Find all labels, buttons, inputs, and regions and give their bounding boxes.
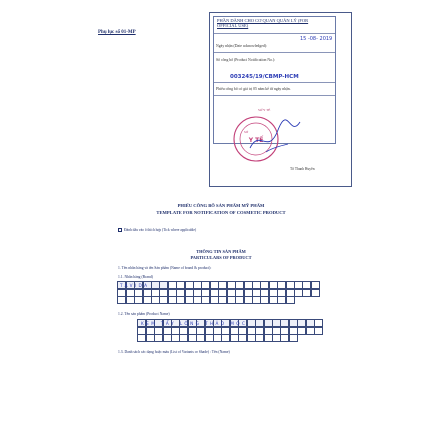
char-cell[interactable] <box>311 289 320 297</box>
item-1-1-label: 1.1. Nhãn hàng (Brand) <box>118 275 153 279</box>
divider <box>214 52 335 53</box>
check-instruction-text: Đánh dấu vào ô thích hợp (Tick where applicable) <box>124 228 197 232</box>
section-title-vi: THÔNG TIN SẢN PHẨM <box>196 249 246 254</box>
signer-name: Tô Thanh Huyền <box>290 167 315 171</box>
official-use-title: PHẦN DÀNH CHO CƠ QUAN QUẢN LÝ (FOR OFFICIAL USE) <box>217 18 309 28</box>
item-1-label: 1. Tên nhãn hàng và tên Sản phẩm (Name of brand & product): <box>118 266 212 270</box>
brand-value: TAVIDA <box>120 283 150 288</box>
seal-caption: SỞ Y TẾ <box>258 108 271 112</box>
validity-note: Phiếu công bố có giá trị 05 năm kể từ ngày nhận. <box>216 87 291 91</box>
divider <box>214 33 335 34</box>
item-1-2-label: 1.2. Tên sản phẩm (Product Name) <box>118 312 170 316</box>
notification-no-value: 003245/19/CBMP-HCM <box>230 74 299 80</box>
annex-label: Phụ lục số 01-MP <box>98 30 136 35</box>
char-cell[interactable] <box>289 334 298 342</box>
svg-text:SỞ: SỞ <box>244 130 249 134</box>
received-date-label: Ngày nhận (Date acknowledged): <box>216 44 268 48</box>
check-box-icon[interactable] <box>118 228 122 232</box>
section-title-en: PARTICULARS OF PRODUCT <box>190 255 252 260</box>
form-title-vi: PHIẾU CÔNG BỐ SẢN PHẨM MỸ PHẨM <box>177 203 265 208</box>
notification-no-label: Số công bố (Product Notification No.): <box>216 58 276 62</box>
divider <box>214 95 335 96</box>
product-name-value: KEM TẨY LÔNG THẢO MỘC <box>141 321 248 326</box>
divider <box>214 82 335 83</box>
char-cell[interactable] <box>314 327 323 335</box>
check-instruction <box>118 228 196 232</box>
char-cell[interactable] <box>286 296 295 304</box>
form-title-en: TEMPLATE FOR NOTIFICATION OF COSMETIC PRODUCT <box>156 210 286 215</box>
svg-text:Y TẾ: Y TẾ <box>248 137 264 144</box>
official-seal-and-signature <box>230 108 302 170</box>
item-1-3-label: 1.3. Danh sách các dạng hoặc màu (List of Variants or Shade) : Tên (Name) <box>118 350 230 354</box>
received-date-value: 15 -08- 2019 <box>300 36 333 42</box>
